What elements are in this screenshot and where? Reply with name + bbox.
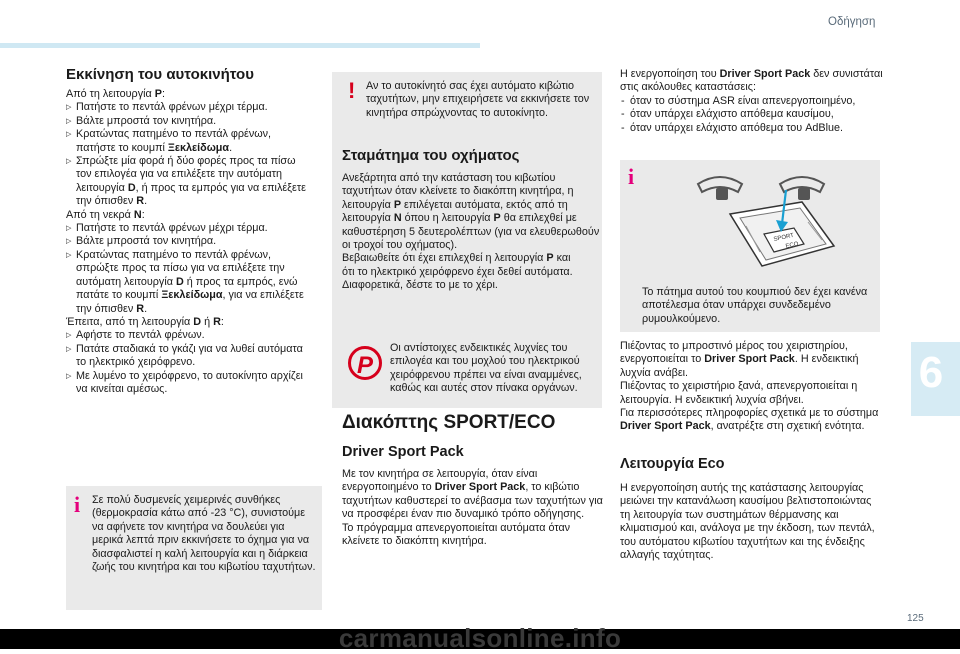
text-line: Για περισσότερες πληροφορίες σχετικά με το σύστημα (620, 407, 879, 420)
neutral-intro: Από τη νεκρά N: (66, 208, 145, 221)
text-line: μειώνει την κατανάλωση καυσίμου βελτιστοποιώντας (620, 495, 872, 508)
text-line: τη λειτουργία των συστημάτων θέρμανσης και (620, 508, 839, 521)
cold-weather-info-text (92, 494, 315, 574)
list-item-cont: πατήστε το κουμπί Ξεκλείδωμα. (76, 141, 233, 154)
stop-text (342, 172, 599, 293)
list-item: - όταν το σύστημα ASR είναι απενεργοποιημένο, (620, 95, 883, 108)
sport-not-recommended-text (620, 68, 883, 135)
note-line: καθώς και αυτές στον πίνακα οργάνων. (390, 382, 578, 395)
list-item: - όταν υπάρχει ελάχιστο απόθεμα του AdBlue. (620, 122, 883, 135)
parking-note (390, 342, 582, 396)
list-item: ▷ Με λυμένο το χειρόφρενο, το αυτοκίνητο αρχίζει (66, 370, 328, 383)
warning-line: κινητήρα σπρώχνοντας το αυτοκίνητο. (366, 106, 548, 119)
list-item-cont: αυτόματη λειτουργία D ή προς τα εμπρός, ενώ (76, 275, 298, 288)
section-title-stop: Σταμάτημα του οχήματος (342, 147, 520, 164)
text-line: ότι το ηλεκτρικό χειρόφρενο έχει δεθεί αυτόματα. (342, 265, 573, 278)
text-line: Η ενεργοποίηση του Driver Sport Pack δεν συνιστάται (620, 68, 883, 80)
warning-text (366, 80, 589, 120)
text-line: Η ενεργοποίηση αυτής της κατάστασης λειτουργίας (620, 482, 864, 494)
watermark-text: carmanualsonline.info (338, 623, 622, 653)
info-line: διασφαλιστεί η καλή λειτουργία και η διάρκεια (92, 547, 308, 560)
note-line: Οι αντίστοιχες ενδεικτικές λυχνίες του (390, 342, 568, 354)
list-item: ▷ Βάλτε μπροστά τον κινητήρα. (66, 235, 328, 248)
header-accent-bar (0, 43, 480, 48)
text-line: Ανεξάρτητα από την κατάσταση του κιβωτίου (342, 172, 556, 184)
text-line: στις ακόλουθες καταστάσεις: (620, 81, 756, 94)
page-number: 125 (907, 613, 924, 624)
note-line: χειρόφρενου πρέπει να είναι αναμμένες, (390, 368, 582, 381)
section-title-sport-eco: Διακόπτης SPORT/ECO (342, 412, 556, 433)
dashboard-lamp-icons (698, 177, 824, 200)
auto-intro: Από τη λειτουργία P: (66, 88, 165, 100)
text-line: Πιέζοντας το χειριστήριο ξανά, απενεργοποιείται η (620, 380, 858, 393)
list-item-cont: πατάτε το κουμπί Ξεκλείδωμα, για να επιλέξετε (76, 289, 304, 302)
text-line: Βεβαιωθείτε ότι έχει επιλεχθεί η λειτουργία P και (342, 252, 571, 265)
info-line: Σε πολύ δυσμενείς χειμερινές συνθήκες (92, 494, 281, 506)
warning-line: Αν το αυτοκίνητό σας έχει αυτόματο κιβώτιο (366, 80, 575, 92)
text-line: λειτουργία N όπου η λειτουργία P θα επιλεχθεί με (342, 212, 577, 225)
text-line: αλλαγής ταχύτητας. (620, 549, 714, 562)
list-item-cont: λειτουργία D, ή προς τα εμπρός για να επιλέξετε (76, 181, 306, 194)
list-item-cont: την όπισθεν R. (76, 302, 148, 315)
driver-sport-text (342, 468, 603, 548)
text-line: λειτουργία. Η ενδεικτική λυχνία σβήνει. (620, 393, 804, 406)
text-line: Πιέζοντας το μπροστινό μέρος του χειριστηρίου, (620, 340, 848, 352)
text-line: κλιματισμού και, ανάλογα με την έκδοση, των πεντάλ, (620, 522, 875, 535)
engine-start-instructions (66, 88, 328, 396)
list-item: ▷ Βάλτε μπροστά τον κινητήρα. (66, 115, 328, 128)
note-line: επιλογέα και του μοχλού του ηλεκτρικού (390, 355, 580, 368)
switch-operation-text (620, 340, 878, 434)
text-line: Διαφορετικά, δέστε το με το χέρι. (342, 279, 498, 292)
list-item: ▷ Κρατώντας πατημένο το πεντάλ φρένων, (66, 249, 328, 262)
subsection-title-driver-sport: Driver Sport Pack (342, 444, 464, 460)
info-icon: i (74, 492, 81, 517)
caption-line: ρυμουλκούμενο. (642, 312, 721, 325)
sport-eco-switch-illustration (690, 166, 840, 278)
list-item: ▷ Πατήστε το πεντάλ φρένων μέχρι τέρμα. (66, 101, 328, 114)
list-item-cont: σπρώξτε προς τα πίσω για να επιλέξετε την (76, 262, 285, 275)
list-item-cont: το ηλεκτρικό χειρόφρενο. (76, 356, 196, 369)
text-line: λυχνία ανάβει. (620, 366, 689, 379)
caption-line: Το πάτημα αυτού του κουμπιού δεν έχει κανένα (642, 286, 868, 298)
switch-label-sport: SPORT (773, 232, 795, 243)
switch-label-eco: ECO (785, 241, 800, 250)
text-line: Driver Sport Pack, ανατρέξτε στη σχετική ενότητα. (620, 420, 865, 433)
text-line: λειτουργία P επιλέγεται αυτόματα, εκτός από τη (342, 198, 568, 211)
text-line: οι τροχοί του οχήματος). (342, 239, 458, 252)
warning-line: ταχυτήτων, μην επιχειρήσετε να εκκινήσετε τον (366, 93, 590, 106)
list-item: ▷ Σπρώξτε μία φορά ή δύο φορές προς τα πίσω (66, 155, 328, 168)
list-item: ▷ Πατήστε το πεντάλ φρένων μέχρι τέρμα. (66, 222, 328, 235)
eco-mode-text (620, 482, 875, 562)
text-line: Το πρόγραμμα απενεργοποιείται αυτόματα όταν (342, 521, 571, 534)
caption-line: αποτέλεσμα όταν υπάρχει συνδεδεμένο (642, 299, 831, 312)
text-line: Με τον κινητήρα σε λειτουργία, όταν είναι (342, 468, 538, 480)
warning-icon: ! (348, 78, 356, 103)
info-line: (θερμοκρασία κάτω από -23 °C), συνιστούμε (92, 507, 306, 520)
list-item: - όταν υπάρχει ελάχιστο απόθεμα καυσίμου, (620, 108, 883, 121)
list-item-cont: να κινείται αμέσως. (76, 382, 168, 395)
text-line: ταχυτήτων όταν κλείνετε το διακόπτη κινητήρα, η (342, 185, 574, 198)
running-header: Οδήγηση (828, 16, 876, 28)
section-title-engine-start: Εκκίνηση του αυτοκινήτου (66, 66, 254, 83)
subsection-title-eco: Λειτουργία Eco (620, 456, 725, 472)
console-switch-panel (730, 202, 834, 266)
list-item: ▷ Κρατώντας πατημένο το πεντάλ φρένων, (66, 128, 328, 141)
text-line: κλείνετε το διακόπτη κινητήρα. (342, 535, 487, 548)
info-line: μερικά λεπτά πριν εκκινήσετε το όχημα για να (92, 534, 310, 547)
list-item-cont: τον επιλογέα για να επιλέξετε την αυτόματη (76, 168, 282, 181)
chapter-number: 6 (918, 348, 944, 397)
then-intro: Έπειτα, από τη λειτουργία D ή R: (66, 315, 224, 328)
text-line: ενεργοποιείται το Driver Sport Pack. Η ενδεικτική (620, 353, 859, 366)
text-line: ταχυτήτων καθυστερεί το ανέβασμα των ταχυτήτων για (342, 494, 603, 507)
list-item-cont: την όπισθεν R. (76, 195, 148, 208)
trailer-caption (642, 286, 867, 326)
info-line: ζωής του κινητήρα και του κιβωτίου ταχυτήτων. (92, 561, 316, 574)
info-line: να αφήνετε τον κινητήρα να δουλεύει για (92, 520, 285, 533)
text-line: του αυτόματου κιβωτίου ταχυτήτων και της ένδειξης (620, 535, 865, 548)
text-line: ενεργοποιημένο το Driver Sport Pack, το κιβώτιο (342, 481, 580, 494)
parking-brake-warning-icon: P (348, 346, 382, 380)
text-line: να προσφέρει έναν πιο δυναμικό τρόπο οδήγησης. (342, 508, 585, 521)
info-icon: i (628, 164, 635, 189)
list-item: ▷ Πατάτε σταδιακά το γκάζι για να λυθεί αυτόματα (66, 343, 328, 356)
text-line: καθυστέρηση 5 δευτερολέπτων (για να ελευθερωθούν (342, 225, 600, 238)
list-item: ▷ Αφήστε το πεντάλ φρένων. (66, 329, 328, 342)
